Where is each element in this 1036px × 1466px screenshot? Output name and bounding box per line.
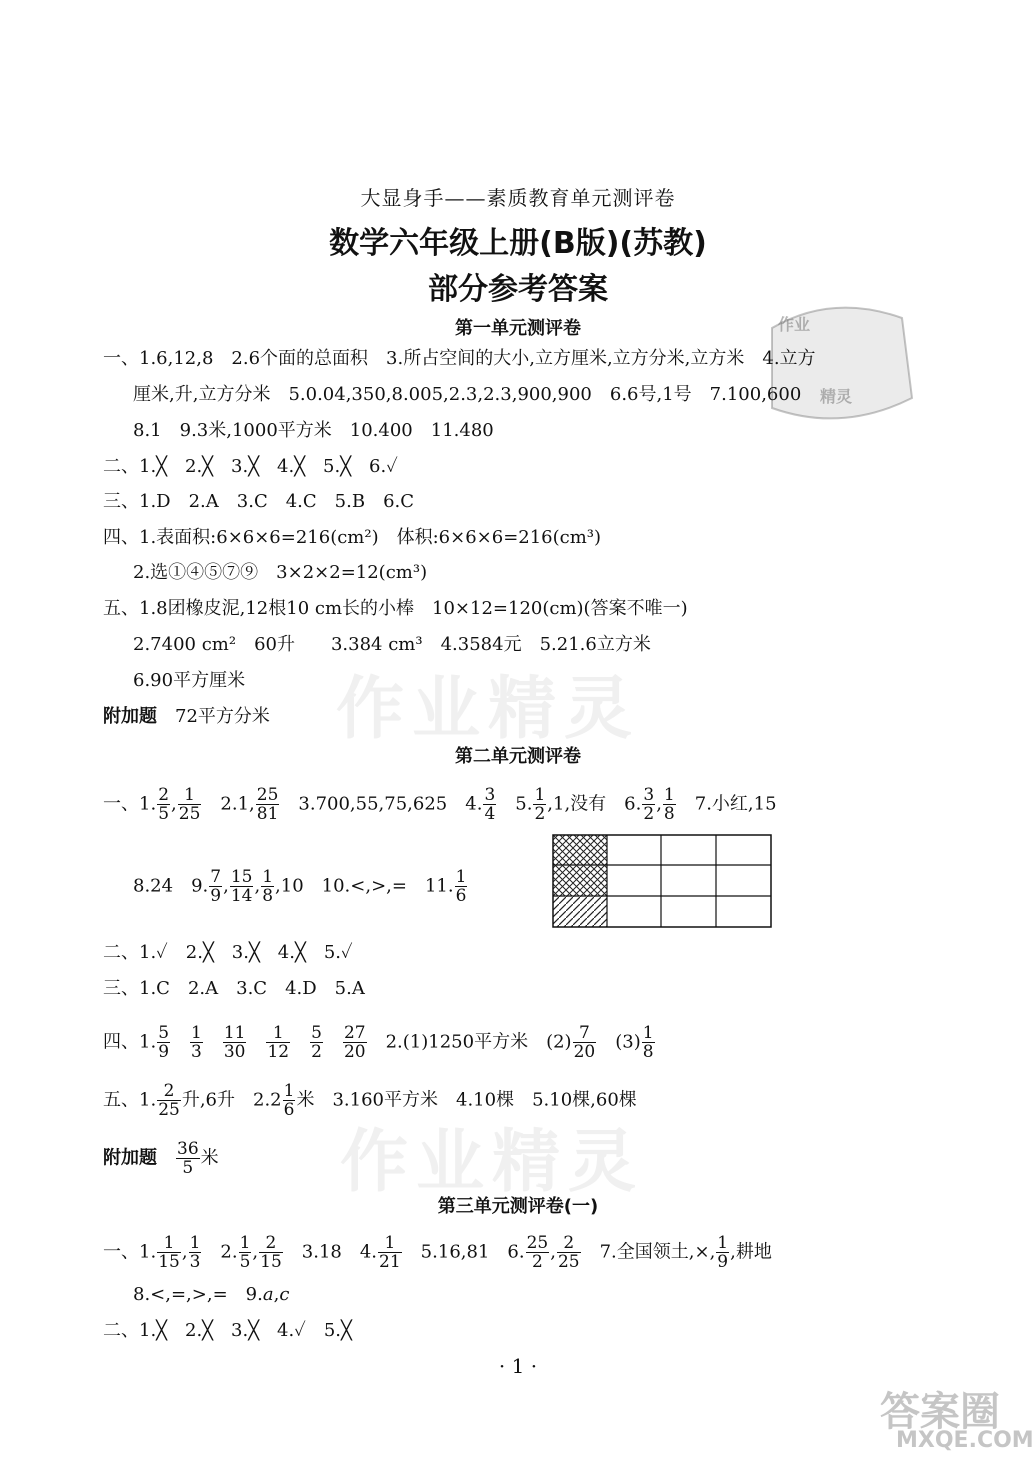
- fraction: $\frac{27}{20}$: [343, 1023, 366, 1062]
- watermark-text: 作业精灵: [340, 1123, 645, 1202]
- extra-value: 72平方分米: [175, 706, 270, 727]
- fraction: $\frac{1}{3}$: [189, 1233, 201, 1272]
- watermark-corner-url: MXQE.COM: [896, 1428, 1034, 1453]
- unit1-line6: 四、1.表面积:6×6×6=216(cm²) 体积:6×6×6=216(cm³): [103, 527, 602, 548]
- unit2-line3: 二、1.✓ 2.╳ 3.╳ 4.╳ 5.✓: [103, 942, 353, 963]
- unit2-extra: 附加题 $\frac{36}{5}$ 米: [103, 1139, 219, 1178]
- unit1-line5: 三、1.D 2.A 3.C 4.C 5.B 6.C: [103, 491, 415, 512]
- fraction: $\frac{5}{9}$: [158, 1023, 170, 1062]
- fraction: $\frac{1}{12}$: [267, 1023, 290, 1062]
- watermark-corner-logo: 答案圈: [880, 1389, 1000, 1435]
- watermark-stamp-bottom: 精灵: [820, 387, 853, 406]
- unit1-line7: 2.选①④⑤⑦⑨ 3×2×2=12(cm³): [133, 562, 428, 583]
- unit1-line3: 8.1 9.3米,1000平方米 10.400 11.480: [133, 420, 494, 441]
- fraction: $\frac{7}{20}$: [573, 1023, 596, 1062]
- fraction: $\frac{25}{81}$: [256, 785, 279, 824]
- fraction: $\frac{1}{8}$: [663, 785, 675, 824]
- fraction: $\frac{7}{9}$: [210, 867, 222, 906]
- fraction: $\frac{2}{25}$: [158, 1081, 180, 1120]
- unit3-line1: 一、1. $\frac{1}{15}$ , $\frac{1}{3}$ 2. $\frac{1}{5}$ , $\frac{2}{15}$ 3.18 4. $\frac{1}{21}$ 5.16,81 6. $\frac{25}{2}$ , $\frac{2}{25}$ 7.全国领土,×, $\frac{1}{9}$ ,耕地: [103, 1233, 772, 1272]
- fraction: $\frac{25}{2}$: [526, 1233, 549, 1272]
- unit1-title: 第一单元测评卷: [455, 318, 581, 339]
- unit2-line5: 四、1. $\frac{5}{9}$ $\frac{1}{3}$ $\frac{11}{30}$ $\frac{1}{12}$ $\frac{5}{2}$ $\frac{27}{20}$ 2.(1)1250平方米 (2) $\frac{7}{20}$ (3) $\frac{1}{8}$: [103, 1023, 654, 1062]
- unit1-line9: 2.7400 cm² 60升 3.384 cm³ 4.3584元 5.21.6立方米: [133, 634, 651, 655]
- fraction: $\frac{15}{14}$: [230, 867, 253, 906]
- unit1-line1: 一、1.6,12,8 2.6个面的总面积 3.所占空间的大小,立方厘米,立方分米,立方米 4.立方: [103, 348, 816, 369]
- extra-label: 附加题: [103, 706, 157, 727]
- fraction: $\frac{1}{9}$: [717, 1233, 729, 1272]
- page-title: 数学六年级上册(B版)(苏教): [329, 226, 707, 261]
- fraction: $\frac{1}{6}$: [455, 867, 467, 906]
- fraction: $\frac{1}{25}$: [178, 785, 201, 824]
- fraction: $\frac{1}{3}$: [191, 1023, 202, 1062]
- unit2-line6: 五、1. $\frac{2}{25}$ 升,6升 2.2 $\frac{1}{6}$ 米 3.160平方米 4.10棵 5.10棵,60棵: [103, 1081, 637, 1120]
- fraction: $\frac{1}{21}$: [379, 1233, 401, 1272]
- fraction: $\frac{1}{5}$: [239, 1233, 251, 1272]
- page-subtitle: 部分参考答案: [428, 272, 608, 307]
- extra-label: 附加题: [103, 1147, 157, 1169]
- fraction: $\frac{1}{15}$: [158, 1233, 180, 1272]
- fraction: $\frac{2}{15}$: [260, 1233, 282, 1272]
- fraction: $\frac{5}{2}$: [311, 1023, 322, 1062]
- fraction: $\frac{2}{25}$: [557, 1233, 580, 1272]
- shaded-grid-diagram: [552, 834, 772, 928]
- unit2-line1: 一、1. $\frac{2}{5}$ , $\frac{1}{25}$ 2.1, $\frac{25}{81}$ 3.700,55,75,625 4. $\frac{3}{4}$ 5. $\frac{1}{2}$ ,1,没有 6. $\frac{3}{2}$ , $\frac{1}{8}$ 7.小红,15: [103, 785, 777, 824]
- fraction: $\frac{1}{6}$: [283, 1081, 295, 1120]
- fraction: $\frac{2}{5}$: [158, 785, 170, 824]
- page-number: · 1 ·: [498, 1354, 538, 1378]
- series-title: 大显身手——素质教育单元测评卷: [360, 186, 676, 210]
- unit2-line4: 三、1.C 2.A 3.C 4.D 5.A: [103, 978, 365, 999]
- unit2-line2: 8.24 9. $\frac{7}{9}$ , $\frac{15}{14}$ , $\frac{1}{8}$ ,10 10.<,>,= 11. $\frac{1}{6}$: [133, 867, 467, 906]
- unit1-line2: 厘米,升,立方分米 5.0.04,350,8.005,2.3,2.3,900,900 6.6号,1号 7.100,600: [133, 384, 802, 405]
- fraction: $\frac{3}{4}$: [484, 785, 496, 824]
- fraction: $\frac{11}{30}$: [223, 1023, 246, 1062]
- fraction: $\frac{1}{8}$: [262, 867, 274, 906]
- unit3-line3: 二、1.╳ 2.╳ 3.╳ 4.✓ 5.╳: [103, 1320, 352, 1341]
- fraction: $\frac{1}{2}$: [534, 785, 546, 824]
- unit3-title: 第三单元测评卷(一): [437, 1196, 599, 1217]
- unit1-extra: [103, 706, 270, 728]
- fraction: $\frac{1}{8}$: [642, 1023, 654, 1062]
- unit1-line10: 6.90平方厘米: [133, 670, 246, 691]
- unit3-line2: 8.<,=,>,= 9.a,c: [133, 1284, 290, 1305]
- unit1-line8: 五、1.8团橡皮泥,12根10 cm长的小棒 10×12=120(cm)(答案不唯一): [103, 598, 688, 619]
- watermark-text: 作业精灵: [336, 670, 641, 749]
- fraction: $\frac{3}{2}$: [643, 785, 655, 824]
- unit2-title: 第二单元测评卷: [455, 746, 581, 767]
- unit1-line4: 二、1.╳ 2.╳ 3.╳ 4.╳ 5.╳ 6.✓: [103, 456, 398, 477]
- fraction: $\frac{36}{5}$: [177, 1139, 199, 1178]
- watermark-stamp-top: 作业: [778, 315, 811, 334]
